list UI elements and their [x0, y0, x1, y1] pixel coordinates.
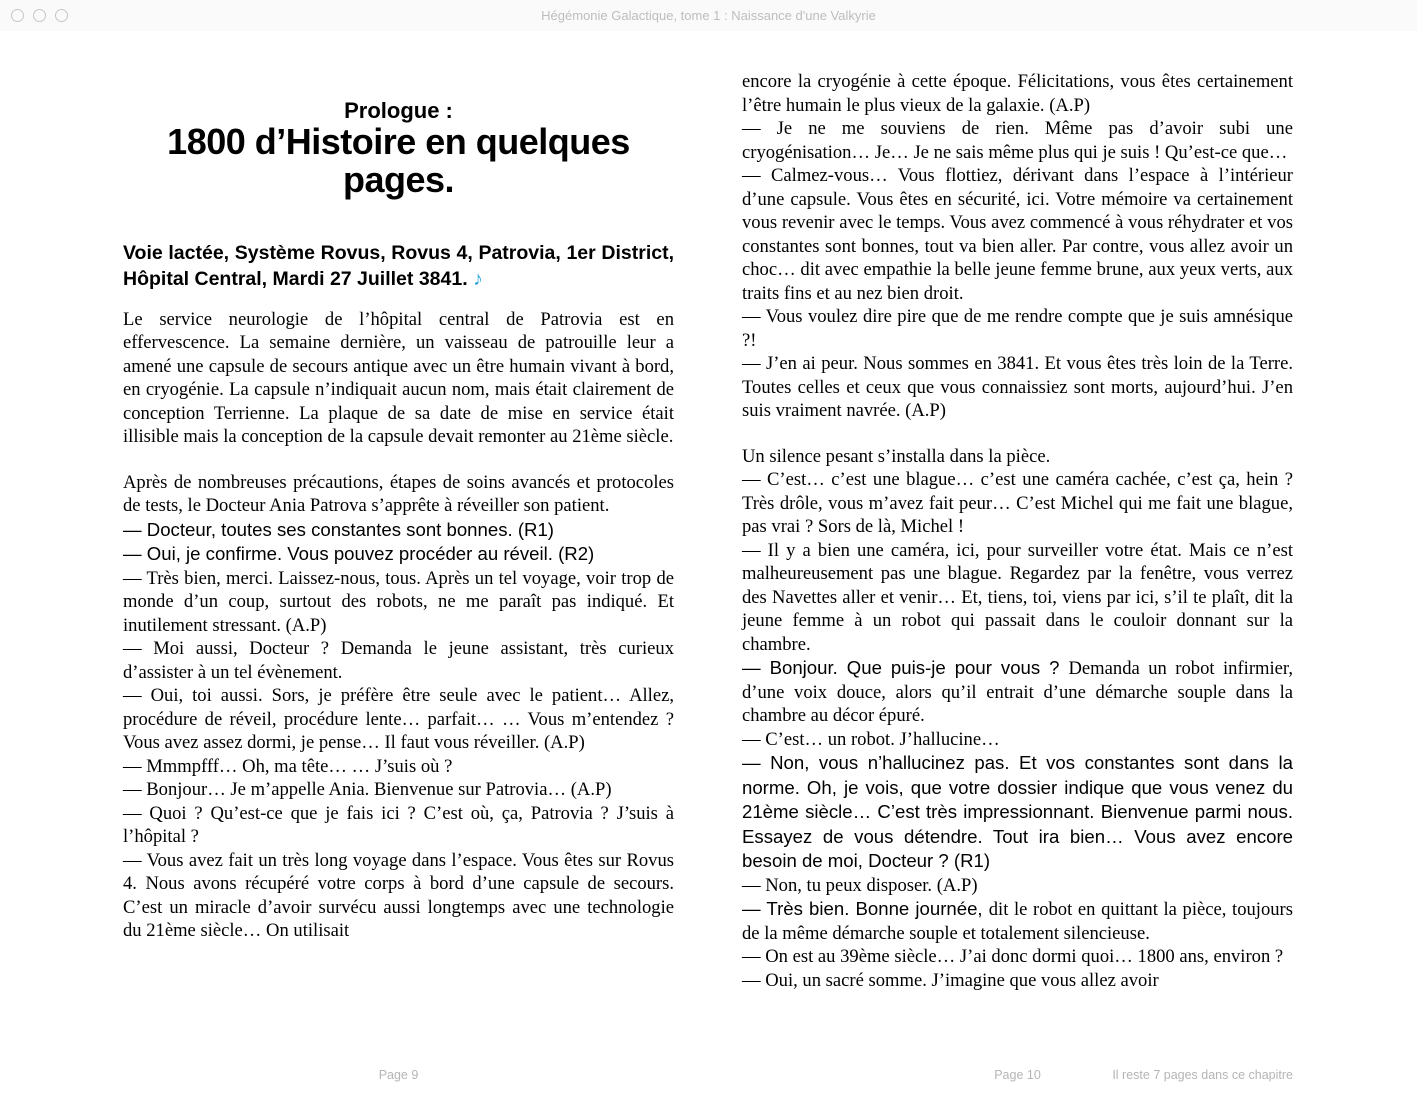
location-heading [123, 240, 674, 292]
narration-text: — Calmez-vous… Vous flottiez, dérivant dans l’espace à l’intérieur d’une capsule. Vous êtes en sécurité, ici. Votre mémoire va certainement vous revenir avec le temps. Vous avez commencé à vous réhydrater et vos constantes sont bonnes, tout va bien aller. Par contre, vous allez avoir un choc… dit avec empathie la belle jeune femme brune, aux yeux verts, aux traits fins et au nez bien droit. [742, 165, 1293, 304]
window-title: Hégémonie Galactique, tome 1 : Naissance d'une Valkyrie [541, 8, 876, 23]
paragraph [742, 897, 1293, 945]
right-page [742, 70, 1293, 992]
narration-text: — Oui, un sacré somme. J’imagine que vous allez avoir [742, 969, 1159, 991]
paragraph [123, 849, 674, 943]
location-heading-text: Voie lactée, Système Rovus, Rovus 4, Patrovia, 1er District, Hôpital Central, Mardi 27 Juillet 3841. [123, 241, 674, 290]
paragraph [123, 518, 674, 543]
music-note-icon: ♪ [473, 267, 483, 290]
narration-text: — Moi aussi, Docteur ? Demanda le jeune assistant, très curieux d’assister à un tel évènement. [123, 638, 674, 683]
paragraph [742, 969, 1293, 993]
narration-text: — Non, tu peux disposer. (A.P) [742, 874, 978, 896]
pages-remaining-label: Il reste 7 pages dans ce chapitre [1112, 1068, 1293, 1082]
paragraph [742, 445, 1293, 469]
window-titlebar [0, 0, 1417, 31]
paragraph [123, 802, 674, 849]
paragraph [742, 164, 1293, 305]
paragraph [742, 70, 1293, 117]
narration-text: — Quoi ? Qu’est-ce que je fais ici ? C’est où, ça, Patrovia ? J’suis à l’hôpital ? [123, 802, 674, 848]
narration-text: — J’en ai peur. Nous sommes en 3841. Et vous êtes très loin de la Terre. Toutes celles et ceux que vous connaissiez sont morts, aujourd’hui. J’en suis vraiment navrée. (A.P) [742, 353, 1293, 421]
paragraph [742, 945, 1293, 969]
paragraph [742, 352, 1293, 423]
minimize-window-icon[interactable] [33, 9, 46, 22]
narration-text: Après de nombreuses précautions, étapes de soins avancés et protocoles de tests, le Docteur Ania Patrova s’apprête à réveiller son patient. [123, 471, 674, 517]
robot-dialogue-text: — Non, vous n’hallucinez pas. Et vos constantes sont dans la norme. Oh, je vois, que votre dossier indique que vous venez du 21ème siècle… C’est très impressionnant. Bienvenue parmi nous. Essayez de vous détendre. Tout ira bien… Vous avez encore besoin de moi, Docteur ? (R1) [742, 752, 1293, 871]
paragraph [123, 637, 674, 684]
paragraph [742, 751, 1293, 874]
right-page-number: Page 10 [994, 1068, 1041, 1082]
robot-dialogue-text: — Très bien. Bonne journée, [742, 898, 989, 919]
robot-dialogue-text: — Docteur, toutes ses constantes sont bonnes. (R1) [123, 518, 554, 540]
narration-text: — Vous avez fait un très long voyage dans l’espace. Vous êtes sur Rovus 4. Nous avons récupéré votre corps à bord d’une capsule de secours. C’est un miracle d’avoir survécu aussi longtemps avec une technologie du 21ème siècle… On utilisait [123, 849, 674, 942]
paragraph [742, 728, 1293, 752]
right-page-paragraphs [742, 70, 1293, 992]
narration-text: — Vous voulez dire pire que de me rendre compte que je suis amnésique ?! [742, 306, 1293, 351]
paragraph [123, 778, 674, 802]
paragraph [742, 305, 1293, 352]
paragraph [742, 656, 1293, 728]
narration-text: — C’est… c’est une blague… c’est une caméra cachée, c’est ça, hein ? Très drôle, vous m’avez fait peur… C’est Michel qui me fait une blague, pas vrai ? Sors de là, Michel ! [742, 469, 1293, 537]
paragraph [742, 874, 1293, 898]
narration-text: Un silence pesant s’installa dans la pièce. [742, 445, 1051, 467]
paragraph [123, 684, 674, 755]
close-window-icon[interactable] [11, 9, 24, 22]
robot-dialogue-text: — Oui, je confirme. Vous pouvez procéder au réveil. (R2) [123, 543, 595, 565]
zoom-window-icon[interactable] [55, 9, 68, 22]
narration-text: — C’est… un robot. J’hallucine… [742, 728, 1000, 750]
paragraph-break [123, 449, 674, 471]
paragraph [123, 471, 674, 518]
chapter-title: 1800 d’Histoire en quelques pages. [167, 121, 630, 201]
paragraph [742, 468, 1293, 539]
narration-text: — Il y a bien une caméra, ici, pour surveiller votre état. Mais ce n’est malheureusement pas une blague. Regardez par la fenêtre, vous verrez des Navettes aller et venir… Et, tiens, toi, viens par ici, s’il te plaît, dit la jeune femme à un robot qui passait dans le couloir donnant sur la chambre. [742, 539, 1293, 655]
paragraph-break [742, 423, 1293, 445]
left-page-number: Page 9 [378, 1068, 419, 1082]
paragraph [742, 539, 1293, 657]
left-page [123, 98, 674, 943]
narration-text: Demanda un robot infirmier, d’une voix douce, alors qu’il entrait d’une démarche souple dans la chambre au décor épuré. [742, 658, 1293, 726]
narration-text: — On est au 39ème siècle… J’ai donc dormi quoi… 1800 ans, environ ? [742, 946, 1284, 967]
narration-text: — Je ne me souviens de rien. Même pas d’avoir subi une cryogénisation… Je… Je ne sais même plus qui je suis ! Qu’est-ce que… [742, 118, 1293, 163]
narration-text: dit le robot en quittant la pièce, toujours de la même démarche souple et totalement silencieuse. [742, 899, 1293, 944]
chapter-label: Prologue : [344, 98, 453, 123]
narration-text: — Très bien, merci. Laissez-nous, tous. Après un tel voyage, voir trop de monde d’un coup, surtout des robots, ne me paraît pas indiqué. Et inutilement stressant. (A.P) [123, 567, 674, 636]
paragraph [742, 117, 1293, 164]
paragraph [123, 755, 674, 779]
narration-text: — Oui, toi aussi. Sors, je préfère être seule avec le patient… Allez, procédure de réveil, procédure lente… parfait… … Vous m’entendez ? Vous avez assez dormi, je pense… Il faut vous réveiller. (A.P) [123, 685, 674, 754]
narration-text: — Bonjour… Je m’appelle Ania. Bienvenue sur Patrovia… (A.P) [123, 779, 612, 801]
paragraph [123, 308, 674, 449]
paragraph [123, 567, 674, 638]
narration-text: — Mmmpfff… Oh, ma tête… … J’suis où ? [123, 755, 453, 777]
paragraph [123, 542, 674, 567]
narration-text: encore la cryogénie à cette époque. Félicitations, vous êtes certainement l’être humain le plus vieux de la galaxie. (A.P) [742, 71, 1293, 116]
narration-text: Le service neurologie de l’hôpital central de Patrovia est en effervescence. La semaine dernière, un vaisseau de patrouille leur a amené une capsule de secours antique avec un être humain vivant à bord, en cryogénie. La capsule n’indiquait aucun nom, mais était clairement de conception Terrienne. La plaque de sa date de mise en service était illisible mais la conception de la capsule devait remonter au 21ème siècle. [123, 308, 674, 448]
window-controls [11, 9, 68, 22]
robot-dialogue-text: — Bonjour. Que puis-je pour vous ? [742, 657, 1069, 678]
left-page-paragraphs [123, 308, 674, 943]
